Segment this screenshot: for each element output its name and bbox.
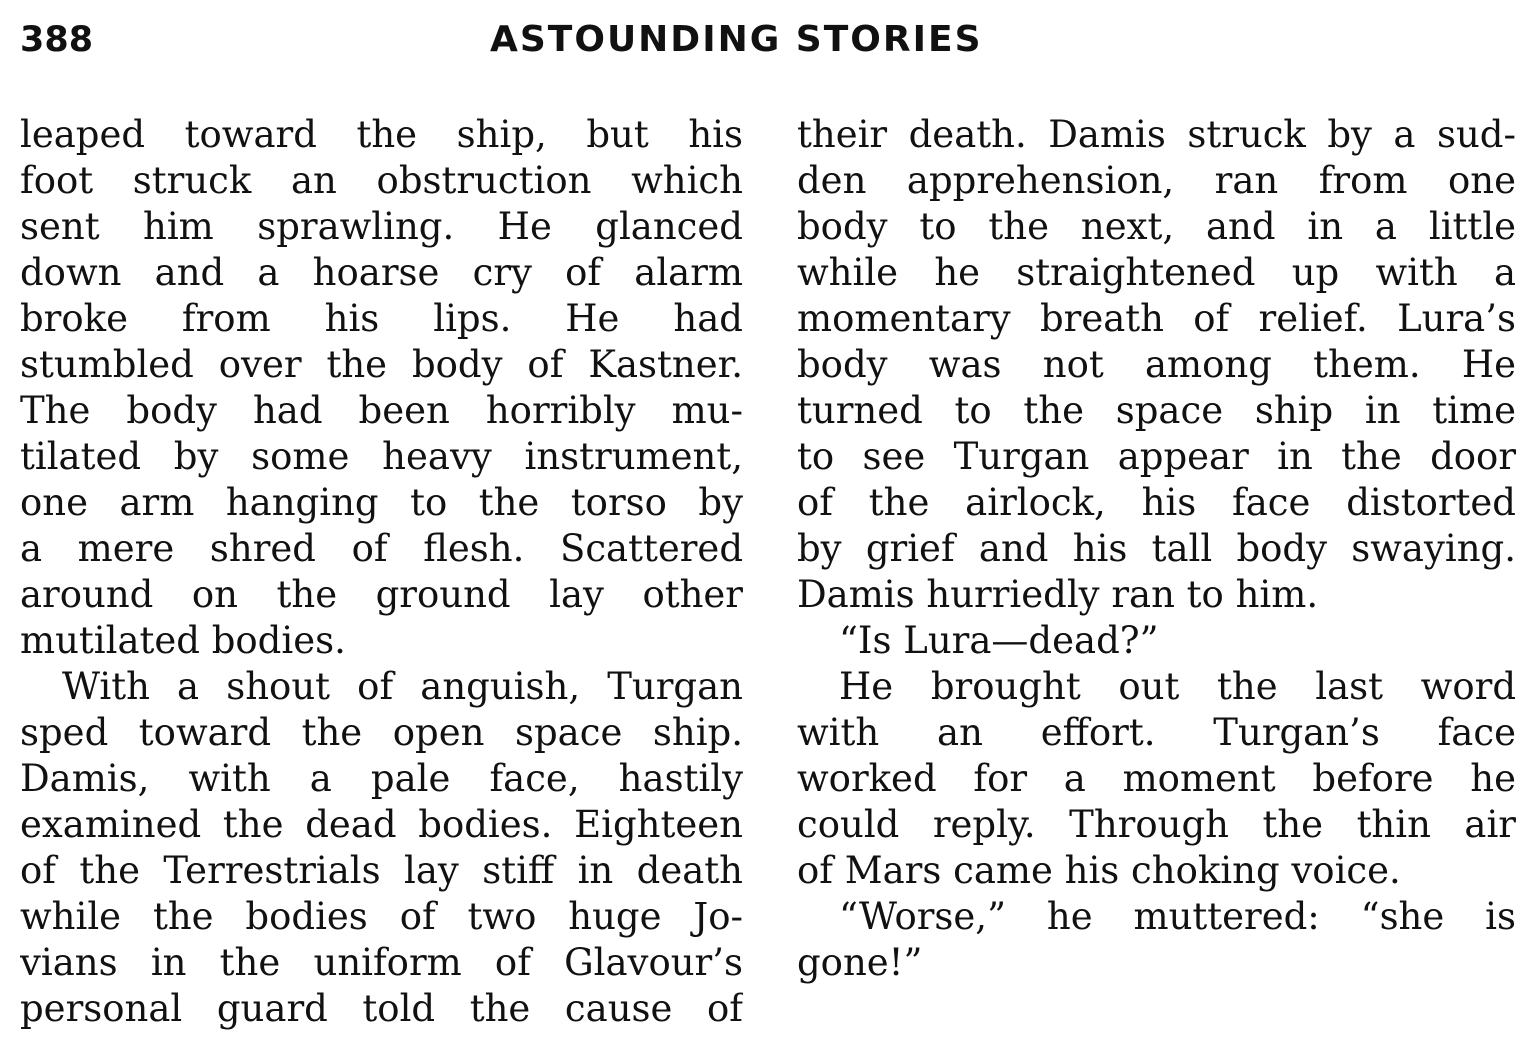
text-line: gone!” (797, 941, 923, 984)
text-line: He brought out the last word (839, 665, 1516, 708)
text-line: With a shout of anguish, Turgan (62, 665, 743, 708)
text-line: body was not among them. He (797, 343, 1516, 386)
running-title: ASTOUNDING STORIES (490, 19, 983, 60)
text-line: while he straightened up with a (797, 251, 1516, 294)
text-line: of the airlock, his face distorted (797, 481, 1516, 524)
text-line: turned to the space ship in time (797, 389, 1516, 432)
text-line: personal guard told the cause of (20, 987, 743, 1030)
text-line: down and a hoarse cry of alarm (20, 251, 743, 294)
text-line: their death. Damis struck by a sud- (797, 113, 1516, 156)
text-line: den apprehension, ran from one (797, 159, 1516, 202)
text-line: one arm hanging to the torso by (20, 481, 743, 524)
text-line: around on the ground lay other (20, 573, 743, 616)
text-line: could reply. Through the thin air (797, 803, 1516, 846)
text-line: of Mars came his choking voice. (797, 849, 1401, 892)
text-line: to see Turgan appear in the door (797, 435, 1516, 478)
page-number: 388 (20, 20, 94, 60)
text-line: The body had been horribly mu- (20, 389, 743, 432)
page-header (18, 10, 1518, 66)
text-line: by grief and his tall body swaying. (797, 527, 1516, 570)
text-line: momentary breath of relief. Lura’s (797, 297, 1516, 340)
text-line: a mere shred of flesh. Scattered (20, 527, 743, 570)
text-line: “Is Lura—dead?” (839, 619, 1159, 662)
text-line: while the bodies of two huge Jo- (20, 895, 743, 938)
text-line: foot struck an obstruction which (20, 159, 743, 202)
text-line: Damis, with a pale face, hastily (20, 757, 743, 800)
text-line: with an effort. Turgan’s face (797, 711, 1516, 754)
text-line: body to the next, and in a little (797, 205, 1516, 248)
text-line: tilated by some heavy instrument, (20, 435, 743, 478)
right-text-column (797, 112, 1516, 986)
text-line: sped toward the open space ship. (20, 711, 743, 754)
left-text-column (20, 112, 743, 1032)
text-line: vians in the uniform of Glavour’s (20, 941, 743, 984)
text-line: of the Terrestrials lay stiff in death (20, 849, 743, 892)
text-line: broke from his lips. He had (20, 297, 743, 340)
text-line: sent him sprawling. He glanced (20, 205, 743, 248)
text-line: stumbled over the body of Kastner. (20, 343, 743, 386)
text-line: examined the dead bodies. Eighteen (20, 803, 743, 846)
text-line: “Worse,” he muttered: “she is (839, 895, 1516, 938)
text-line: leaped toward the ship, but his (20, 113, 743, 156)
text-line: mutilated bodies. (20, 619, 346, 662)
text-line: Damis hurriedly ran to him. (797, 573, 1319, 616)
text-line: worked for a moment before he (797, 757, 1516, 800)
